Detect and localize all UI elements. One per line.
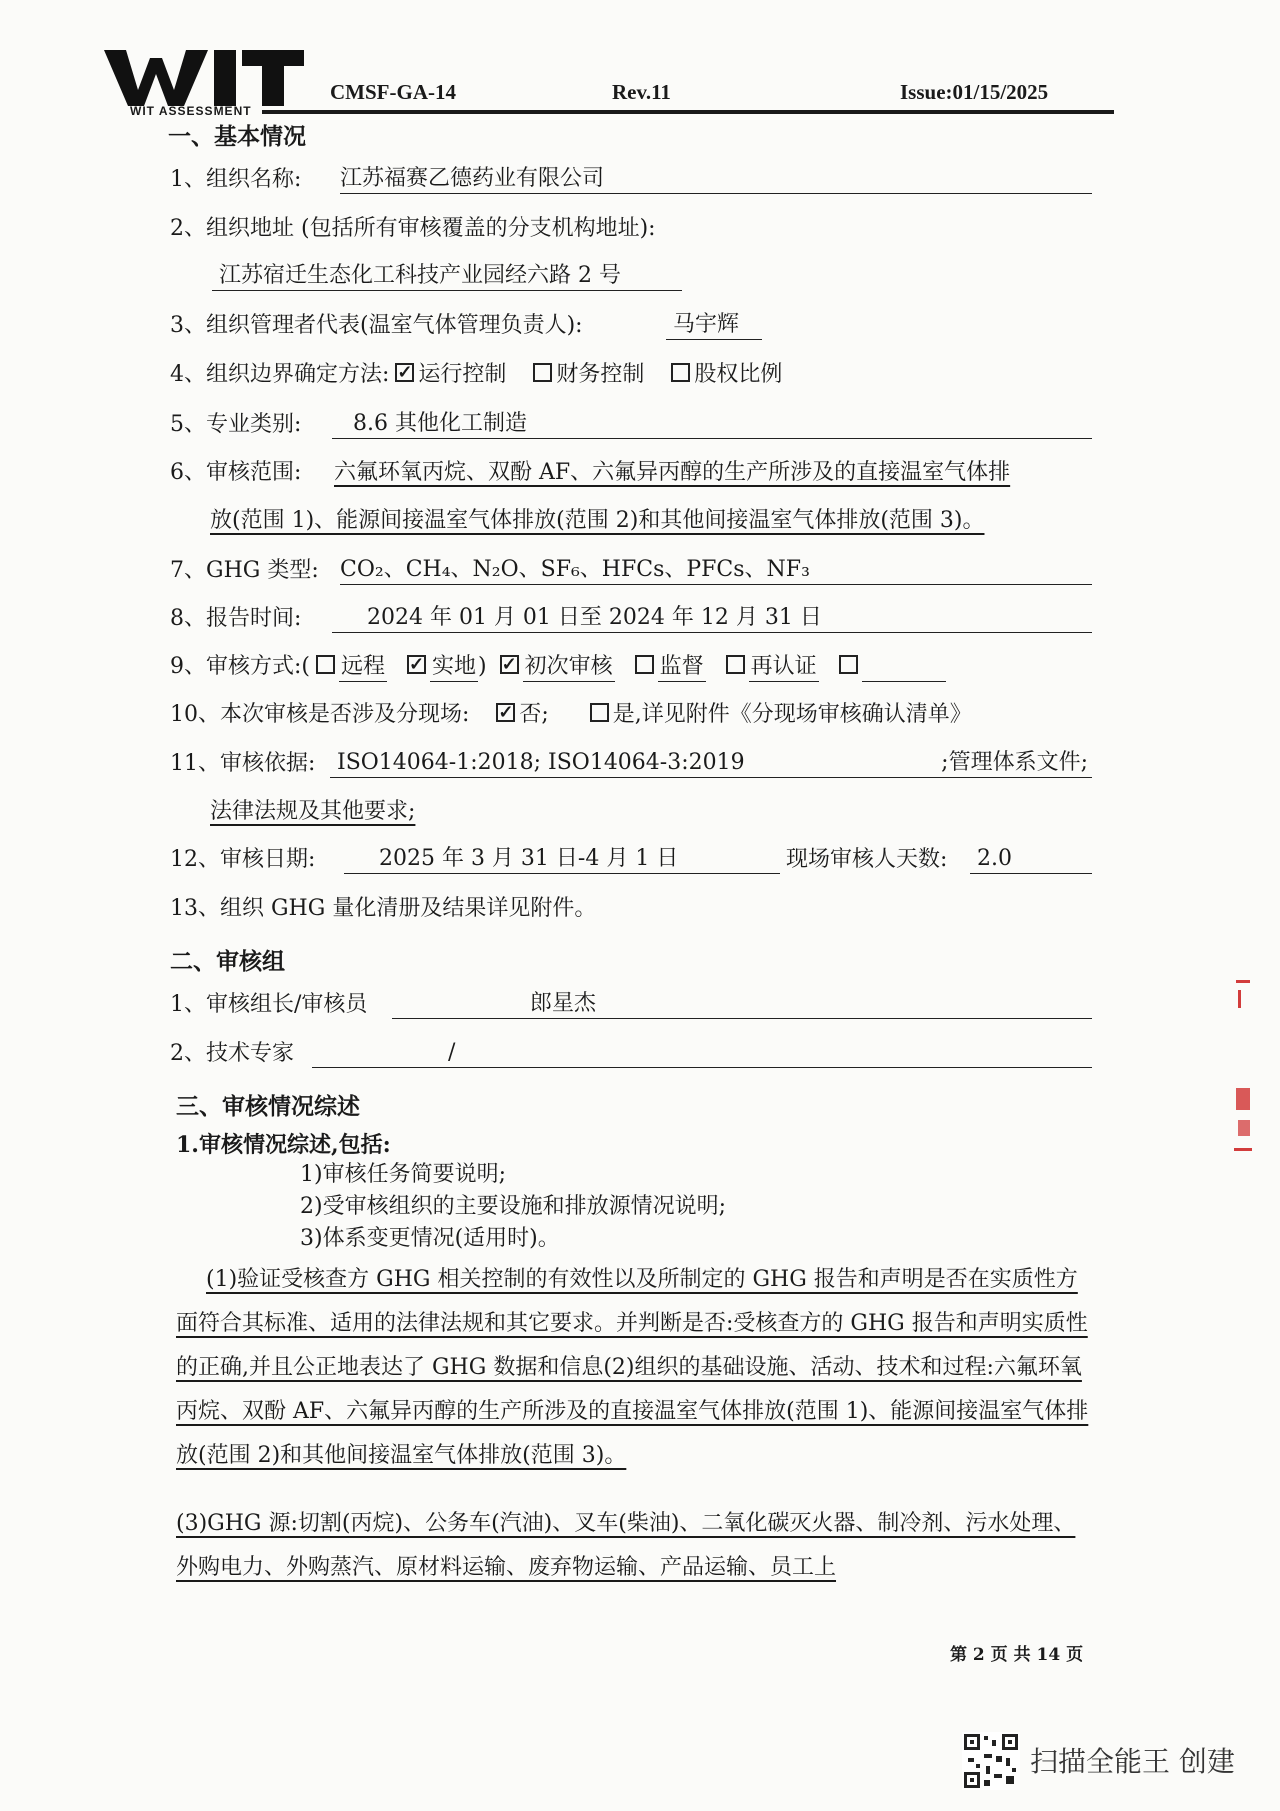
expert-label: 2、技术专家 (170, 1041, 294, 1066)
mandays-label: 现场审核人天数: (786, 847, 948, 872)
date-value: 2025 年 3 月 31 日-4 月 1 日 (344, 845, 780, 874)
method-row: 9、审核方式:( 远程 ✓ 实地) ✓ 初次审核 监督 再认证 (170, 652, 946, 682)
category-value: 8.6 其他化工制造 (332, 410, 1092, 439)
org-name-value: 江苏福赛乙德药业有限公司 (340, 165, 1092, 194)
checkbox-onsite (407, 655, 426, 674)
section3-subtitle: 1.审核情况综述,包括: (176, 1132, 391, 1158)
boundary-row: 4、组织边界确定方法:✓ 运行控制 财务控制 股权比例 (170, 360, 782, 390)
ghg-value: CO₂、CH₄、N₂O、SF₆、HFCs、PFCs、NF₃ (340, 556, 1092, 585)
wit-logo (104, 50, 304, 108)
section3-title: 三、审核情况综述 (176, 1093, 360, 1120)
expert-value: / (312, 1039, 1092, 1068)
org-name-label: 1、组织名称: (170, 167, 302, 192)
category-label: 5、专业类别: (170, 412, 302, 437)
checkbox-other (839, 655, 858, 674)
address-value: 江苏宿迁生态化工科技产业园经六路 2 号 (212, 262, 682, 291)
address-label: 2、组织地址 (包括所有审核覆盖的分支机构地址): (170, 216, 656, 241)
subsite-row: 10、本次审核是否涉及分现场: ✓ 否; 是,详见附件《分现场审核确认清单》 (170, 700, 972, 730)
scope-line2: 放(范围 1)、能源间接温室气体排放(范围 2)和其他间接温室气体排放(范围 3)。 (210, 508, 985, 533)
red-stamp-fragment (1232, 980, 1252, 1180)
scanner-watermark: 扫描全能王 创建 (1030, 1745, 1235, 1778)
summary-item-3: 3)体系变更情况(适用时)。 (300, 1226, 560, 1251)
header-rule (262, 110, 1114, 114)
basis-value: ISO14064-1:2018; ISO14064-3:2019 ;管理体系文件; (330, 749, 1092, 778)
logo-subtitle: WIT ASSESSMENT (130, 104, 252, 118)
issue-date: Issue:01/15/2025 (900, 80, 1049, 104)
leader-value: 郎星杰 (392, 990, 1092, 1019)
checkbox-subsite-no (496, 703, 515, 722)
page-number: 第 2 页 共 14 页 (950, 1645, 1084, 1665)
qr-code-icon (962, 1732, 1020, 1790)
checkbox-remote (316, 655, 335, 674)
section2-title: 二、审核组 (170, 948, 285, 975)
rep-label: 3、组织管理者代表(温室气体管理负责人): (170, 313, 583, 338)
revision: Rev.11 (612, 80, 671, 104)
doc-code: CMSF-GA-14 (330, 80, 456, 104)
checkbox-financial (533, 363, 552, 382)
section1-title: 一、基本情况 (168, 123, 306, 150)
date-label: 12、审核日期: (170, 847, 316, 872)
checkbox-equity (671, 363, 690, 382)
checkbox-surveillance (635, 655, 654, 674)
mandays-value: 2.0 (970, 845, 1092, 874)
basis-label: 11、审核依据: (170, 751, 316, 776)
checkbox-recert (726, 655, 745, 674)
basis-line2: 法律法规及其他要求; (210, 799, 416, 824)
period-value: 2024 年 01 月 01 日至 2024 年 12 月 31 日 (332, 604, 1092, 633)
leader-label: 1、审核组长/审核员 (170, 992, 368, 1017)
summary-item-1: 1)审核任务简要说明; (300, 1162, 506, 1187)
checkbox-operational (395, 363, 414, 382)
checkbox-subsite-yes (590, 703, 609, 722)
scope-label: 6、审核范围: (170, 460, 302, 485)
rep-value: 马宇辉 (666, 311, 762, 340)
summary-item-2: 2)受审核组织的主要设施和排放源情况说明; (300, 1194, 726, 1219)
ghg-label: 7、GHG 类型: (170, 558, 319, 583)
summary-paragraph: (1)验证受核查方 GHG 相关控制的有效性以及所制定的 GHG 报告和声明是否在实质性方面符合其标准、适用的法律法规和其它要求。并判断是否:受核查方的 GHG 报告和声明实质性的正确,并且公正地表达了 GHG 数据和信息(2)组织的基础设施、活动、技术和过程:六氟环氧丙烷、双酚 AF、六氟异丙醇的生产所涉及的直接温室气体排放(范围 1)、能源间接温室气体排放(范围 2)和其他间接温室气体排放(范围 3)。 (176, 1267, 1089, 1468)
period-label: 8、报告时间: (170, 606, 302, 631)
summary-paragraph-2: (3)GHG 源:切割(丙烷)、公务车(汽油)、叉车(柴油)、二氧化碳灭火器、制冷剂、污水处理、外购电力、外购蒸汽、原材料运输、废弃物运输、产品运输、员工上 (176, 1511, 1076, 1580)
checkbox-initial (500, 655, 519, 674)
item13: 13、组织 GHG 量化清册及结果详见附件。 (170, 896, 597, 921)
scope-line1: 六氟环氧丙烷、双酚 AF、六氟异丙醇的生产所涉及的直接温室气体排 (334, 460, 1011, 485)
